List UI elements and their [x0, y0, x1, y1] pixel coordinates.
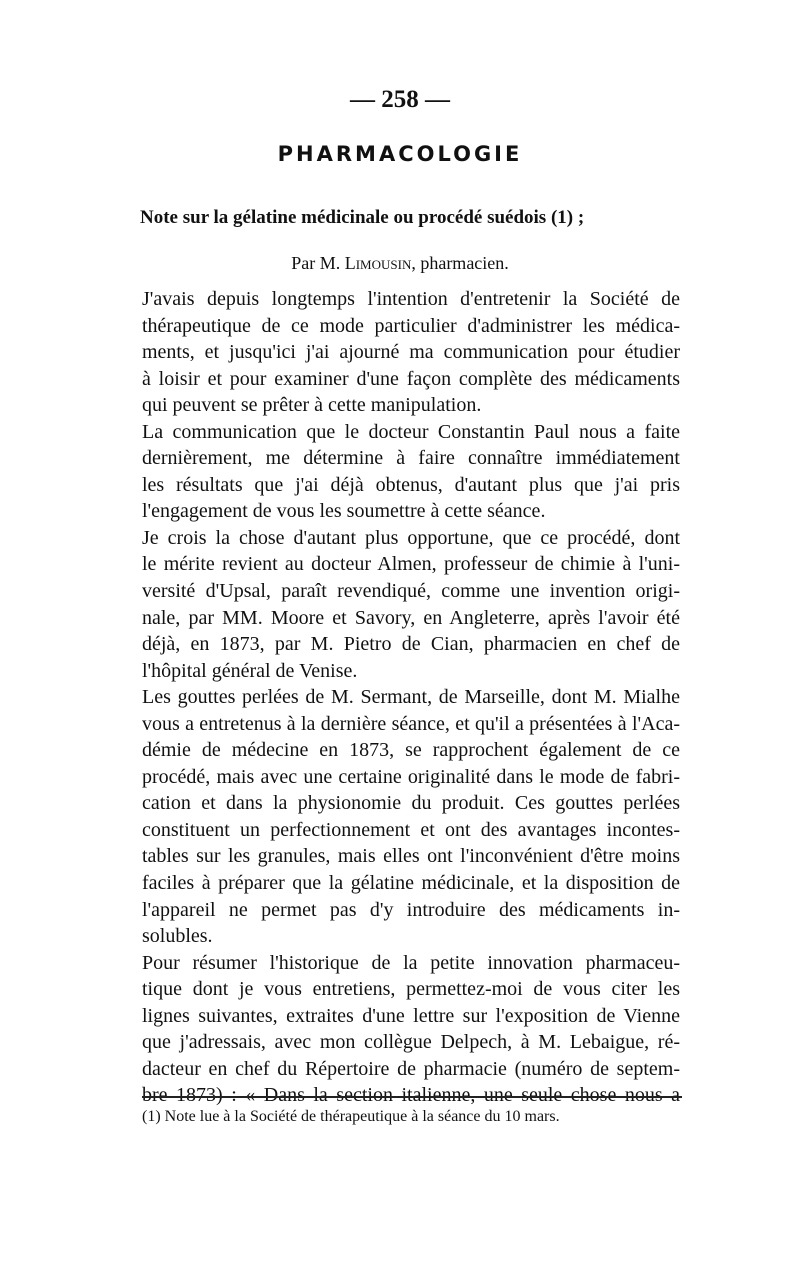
footnote: (1) Note lue à la Société de thérapeutique à la séance du 10 mars. [142, 1108, 560, 1125]
article-title: Note sur la gélatine médicinale ou procédé suédois (1) ; [140, 207, 585, 228]
footnote-divider [142, 1096, 682, 1098]
text-line: dernièrement, me détermine à faire connaître immédiatement [142, 447, 680, 470]
text-line: solubles. [142, 925, 213, 948]
text-line: l'hôpital général de Venise. [142, 659, 358, 682]
page-number: — 258 — [350, 86, 450, 113]
text-line: dacteur en chef du Répertoire de pharmacie (numéro de septem- [142, 1057, 680, 1080]
text-line: Pour résumer l'historique de la petite innovation pharmaceu- [142, 951, 680, 974]
text-line: tables sur les granules, mais elles ont l'inconvénient d'être moins [142, 845, 680, 868]
body-text [142, 286, 680, 1109]
text-line: thérapeutique de ce mode particulier d'administrer les médica- [142, 314, 680, 337]
byline-author: Limousin [344, 253, 412, 273]
text-line: l'appareil ne permet pas d'y introduire des médicaments in- [142, 898, 680, 921]
text-line: à loisir et pour examiner d'une façon complète des médicaments [142, 367, 680, 390]
byline-suffix: , pharmacien. [411, 253, 509, 273]
text-line: bre 1873) : « Dans la section italienne, une seule chose nous a [142, 1084, 680, 1107]
text-line: le mérite revient au docteur Almen, professeur de chimie à l'uni- [142, 553, 680, 576]
byline-prefix: Par M. [291, 253, 341, 273]
text-line: versité d'Upsal, paraît revendiqué, comme une invention origi- [142, 580, 680, 603]
byline [0, 253, 800, 274]
text-line: les résultats que j'ai déjà obtenus, d'autant plus que j'ai pris [142, 473, 680, 496]
text-line: tique dont je vous entretiens, permettez-moi de vous citer les [142, 978, 680, 1001]
text-line: ments, et jusqu'ici j'ai ajourné ma communication pour étudier [142, 341, 680, 364]
text-line: nale, par MM. Moore et Savory, en Angleterre, après l'avoir été [142, 606, 680, 629]
text-line: démie de médecine en 1873, se rapprochent également de ce [142, 739, 680, 762]
text-line: l'engagement de vous les soumettre à cette séance. [142, 500, 546, 523]
section-title: PHARMACOLOGIE [277, 142, 523, 166]
text-line: constituent un perfectionnement et ont des avantages incontes- [142, 818, 680, 841]
text-line: Je crois la chose d'autant plus opportune, que ce procédé, dont [142, 526, 680, 549]
text-line: Les gouttes perlées de M. Sermant, de Marseille, dont M. Mialhe [142, 686, 680, 709]
text-line: que j'adressais, avec mon collègue Delpech, à M. Lebaigue, ré- [142, 1031, 680, 1054]
text-line: déjà, en 1873, par M. Pietro de Cian, pharmacien en chef de [142, 633, 680, 656]
text-line: faciles à préparer que la gélatine médicinale, et la disposition de [142, 872, 680, 895]
text-line: J'avais depuis longtemps l'intention d'entretenir la Société de [142, 288, 680, 310]
text-line: La communication que le docteur Constantin Paul nous a faite [142, 420, 680, 443]
text-line: qui peuvent se prêter à cette manipulation. [142, 394, 482, 417]
text-line: cation et dans la physionomie du produit. Ces gouttes perlées [142, 792, 680, 815]
text-line: procédé, mais avec une certaine originalité dans le mode de fabri- [142, 765, 680, 788]
text-line: lignes suivantes, extraites d'une lettre sur l'exposition de Vienne [142, 1004, 680, 1027]
text-line: vous a entretenus à la dernière séance, et qu'il a présentées à l'Aca- [142, 712, 680, 735]
